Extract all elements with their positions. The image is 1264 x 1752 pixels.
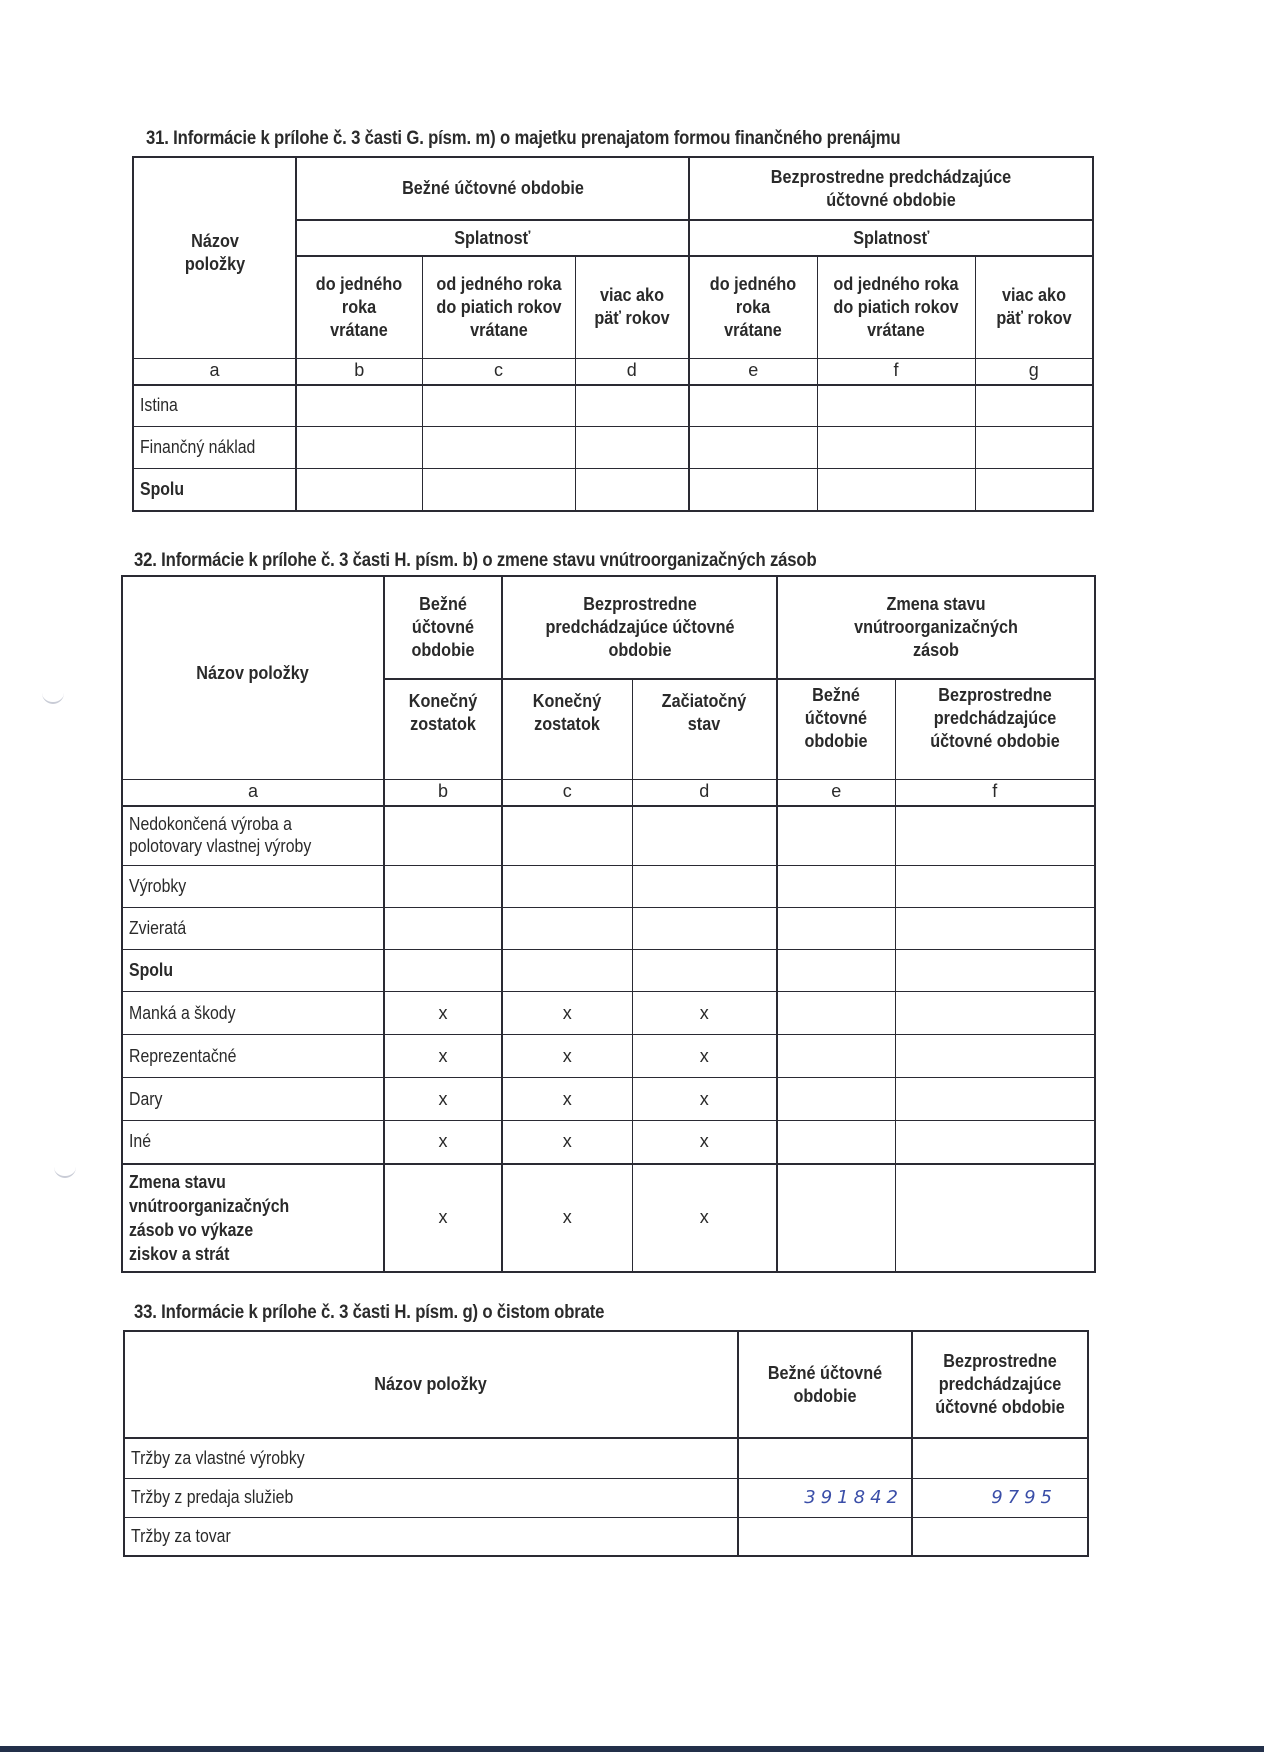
section-32-title: 32. Informácie k prílohe č. 3 časti H. písm. b) o zmene stavu vnútroorganizačných zásob — [134, 550, 817, 571]
cell-na-marker: x — [502, 1121, 632, 1164]
header-previous-period: Bezprostredne predchádzajúce účtovné obdobie — [502, 576, 777, 679]
header-item-name: Názov položky — [124, 1331, 738, 1438]
section-33-title: 33. Informácie k prílohe č. 3 časti H. písm. g) o čistom obrate — [134, 1302, 605, 1323]
col-letter-c: c — [422, 358, 575, 385]
table-row — [122, 1078, 1095, 1121]
row-label-spolu: Spolu — [133, 469, 296, 511]
header-maturity-current: Splatnosť — [296, 220, 689, 256]
cell[interactable] — [777, 992, 895, 1035]
cell[interactable] — [422, 469, 575, 511]
cell[interactable] — [895, 1035, 1095, 1078]
col-letter-c: c — [502, 779, 632, 806]
cell[interactable] — [575, 469, 689, 511]
header-previous-period: Bezprostredne predchádzajúce účtovné obdobie — [689, 157, 1093, 220]
cell[interactable] — [632, 866, 777, 908]
header-current-period: Bežné účtovné obdobie — [384, 576, 502, 679]
header-col-e: Bežné účtovné obdobie — [777, 679, 895, 779]
header-col-f: Bezprostredne predchádzajúce účtovné obdobie — [895, 679, 1095, 779]
cell[interactable] — [296, 469, 422, 511]
table-row — [122, 1035, 1095, 1078]
header-col-g: viac ako päť rokov — [975, 256, 1093, 358]
cell[interactable] — [632, 806, 777, 866]
col-letter-e: e — [777, 779, 895, 806]
cell[interactable] — [502, 950, 632, 992]
cell[interactable] — [689, 385, 817, 427]
cell-na-marker: x — [502, 1035, 632, 1078]
cell[interactable] — [575, 385, 689, 427]
cell[interactable] — [777, 908, 895, 950]
header-col-d: viac ako päť rokov — [575, 256, 689, 358]
row-label-vyrobky: Výrobky — [122, 866, 384, 908]
table-row-total — [122, 950, 1095, 992]
cell-na-marker: x — [632, 1035, 777, 1078]
cell[interactable] — [777, 806, 895, 866]
row-label-zmena-stavu-vykaz: Zmena stavu vnútroorganizačných zásob vo výkaze ziskov a strát — [122, 1164, 384, 1272]
table-row — [122, 806, 1095, 866]
row-label-trzby-sluzby: Tržby z predaja služieb — [124, 1478, 738, 1517]
cell[interactable] — [384, 866, 502, 908]
cell[interactable] — [632, 950, 777, 992]
col-letter-d: d — [632, 779, 777, 806]
header-col-e: do jedného roka vrátane — [689, 256, 817, 358]
section-31-title: 31. Informácie k prílohe č. 3 časti G. písm. m) o majetku prenajatom formou finančného prenájmu — [146, 128, 901, 149]
cell[interactable] — [777, 1164, 895, 1272]
cell[interactable] — [738, 1517, 912, 1556]
cell-na-marker: x — [502, 1164, 632, 1272]
header-col-b: Konečný zostatok — [384, 679, 502, 779]
col-letter-e: e — [689, 358, 817, 385]
table-31-finance-lease — [132, 156, 1094, 512]
table-row — [124, 1517, 1088, 1556]
cell-na-marker: x — [384, 1078, 502, 1121]
header-item-name: Názov položky — [122, 576, 384, 779]
cell[interactable] — [296, 427, 422, 469]
punch-hole-mark — [54, 1166, 76, 1178]
cell-na-marker: x — [384, 1035, 502, 1078]
header-previous-period: Bezprostredne predchádzajúce účtovné obdobie — [912, 1331, 1088, 1438]
row-label-trzby-vyrobky: Tržby za vlastné výrobky — [124, 1438, 738, 1478]
cell[interactable] — [895, 908, 1095, 950]
cell[interactable] — [975, 427, 1093, 469]
header-col-f: od jedného roka do piatich rokov vrátane — [817, 256, 975, 358]
cell[interactable] — [975, 469, 1093, 511]
cell[interactable] — [738, 1438, 912, 1478]
table-row — [124, 1438, 1088, 1478]
header-col-c: Konečný zostatok — [502, 679, 632, 779]
row-label-ine: Iné — [122, 1121, 384, 1164]
cell[interactable] — [895, 866, 1095, 908]
cell[interactable] — [689, 469, 817, 511]
table-row — [133, 427, 1093, 469]
header-inventory-change: Zmena stavu vnútroorganizačných zásob — [777, 576, 1095, 679]
table-row — [133, 385, 1093, 427]
col-letter-g: g — [975, 358, 1093, 385]
cell[interactable] — [895, 950, 1095, 992]
cell-handwritten-value[interactable]: 9795 — [912, 1478, 1088, 1517]
col-letter-d: d — [575, 358, 689, 385]
col-letter-b: b — [296, 358, 422, 385]
cell[interactable] — [777, 1035, 895, 1078]
cell-na-marker: x — [384, 1164, 502, 1272]
table-row — [122, 992, 1095, 1035]
cell[interactable] — [575, 427, 689, 469]
header-maturity-previous: Splatnosť — [689, 220, 1093, 256]
row-label-nedokoncena-vyroba: Nedokončená výroba a polotovary vlastnej výroby — [122, 806, 384, 866]
cell[interactable] — [895, 1164, 1095, 1272]
cell-na-marker: x — [632, 992, 777, 1035]
cell[interactable] — [502, 806, 632, 866]
row-label-istina: Istina — [133, 385, 296, 427]
cell[interactable] — [384, 950, 502, 992]
row-label-zvierata: Zvieratá — [122, 908, 384, 950]
header-col-d: Začiatočný stav — [632, 679, 777, 779]
cell-handwritten-value[interactable]: 391842 — [738, 1478, 912, 1517]
cell[interactable] — [817, 385, 975, 427]
cell[interactable] — [895, 1121, 1095, 1164]
header-current-period: Bežné účtovné obdobie — [738, 1331, 912, 1438]
cell-na-marker: x — [632, 1078, 777, 1121]
table-row-total — [122, 1164, 1095, 1272]
header-col-c: od jedného roka do piatich rokov vrátane — [422, 256, 575, 358]
table-33-net-turnover — [123, 1330, 1089, 1557]
table-32-inventory-change — [121, 575, 1096, 1273]
table-row — [122, 1121, 1095, 1164]
cell[interactable] — [817, 469, 975, 511]
cell[interactable] — [384, 908, 502, 950]
cell-na-marker: x — [502, 992, 632, 1035]
cell[interactable] — [777, 866, 895, 908]
cell[interactable] — [817, 427, 975, 469]
table-row-total — [133, 469, 1093, 511]
cell[interactable] — [912, 1438, 1088, 1478]
cell-na-marker: x — [384, 1121, 502, 1164]
row-label-trzby-tovar: Tržby za tovar — [124, 1517, 738, 1556]
cell[interactable] — [689, 427, 817, 469]
cell-na-marker: x — [502, 1078, 632, 1121]
cell[interactable] — [422, 385, 575, 427]
cell[interactable] — [777, 950, 895, 992]
cell[interactable] — [895, 992, 1095, 1035]
cell[interactable] — [422, 427, 575, 469]
col-letter-a: a — [133, 358, 296, 385]
cell[interactable] — [777, 1121, 895, 1164]
cell[interactable] — [296, 385, 422, 427]
table-row — [122, 908, 1095, 950]
header-col-b: do jedného roka vrátane — [296, 256, 422, 358]
header-item-name: Názov položky — [133, 157, 296, 358]
table-row — [124, 1478, 1088, 1517]
header-current-period: Bežné účtovné obdobie — [296, 157, 689, 220]
cell[interactable] — [502, 908, 632, 950]
col-letter-a: a — [122, 779, 384, 806]
cell[interactable] — [975, 385, 1093, 427]
col-letter-f: f — [895, 779, 1095, 806]
col-letter-f: f — [817, 358, 975, 385]
cell-na-marker: x — [384, 992, 502, 1035]
punch-hole-mark — [42, 692, 64, 704]
row-label-reprezentacne: Reprezentačné — [122, 1035, 384, 1078]
cell[interactable] — [384, 806, 502, 866]
table-row — [122, 866, 1095, 908]
row-label-spolu: Spolu — [122, 950, 384, 992]
cell-na-marker: x — [632, 1121, 777, 1164]
scan-bottom-edge — [0, 1746, 1264, 1752]
col-letter-b: b — [384, 779, 502, 806]
cell[interactable] — [632, 908, 777, 950]
cell[interactable] — [777, 1078, 895, 1121]
row-label-financny-naklad: Finančný náklad — [133, 427, 296, 469]
cell[interactable] — [895, 806, 1095, 866]
row-label-manka-a-skody: Manká a škody — [122, 992, 384, 1035]
row-label-dary: Dary — [122, 1078, 384, 1121]
cell[interactable] — [912, 1517, 1088, 1556]
cell[interactable] — [502, 866, 632, 908]
cell-na-marker: x — [632, 1164, 777, 1272]
cell[interactable] — [895, 1078, 1095, 1121]
